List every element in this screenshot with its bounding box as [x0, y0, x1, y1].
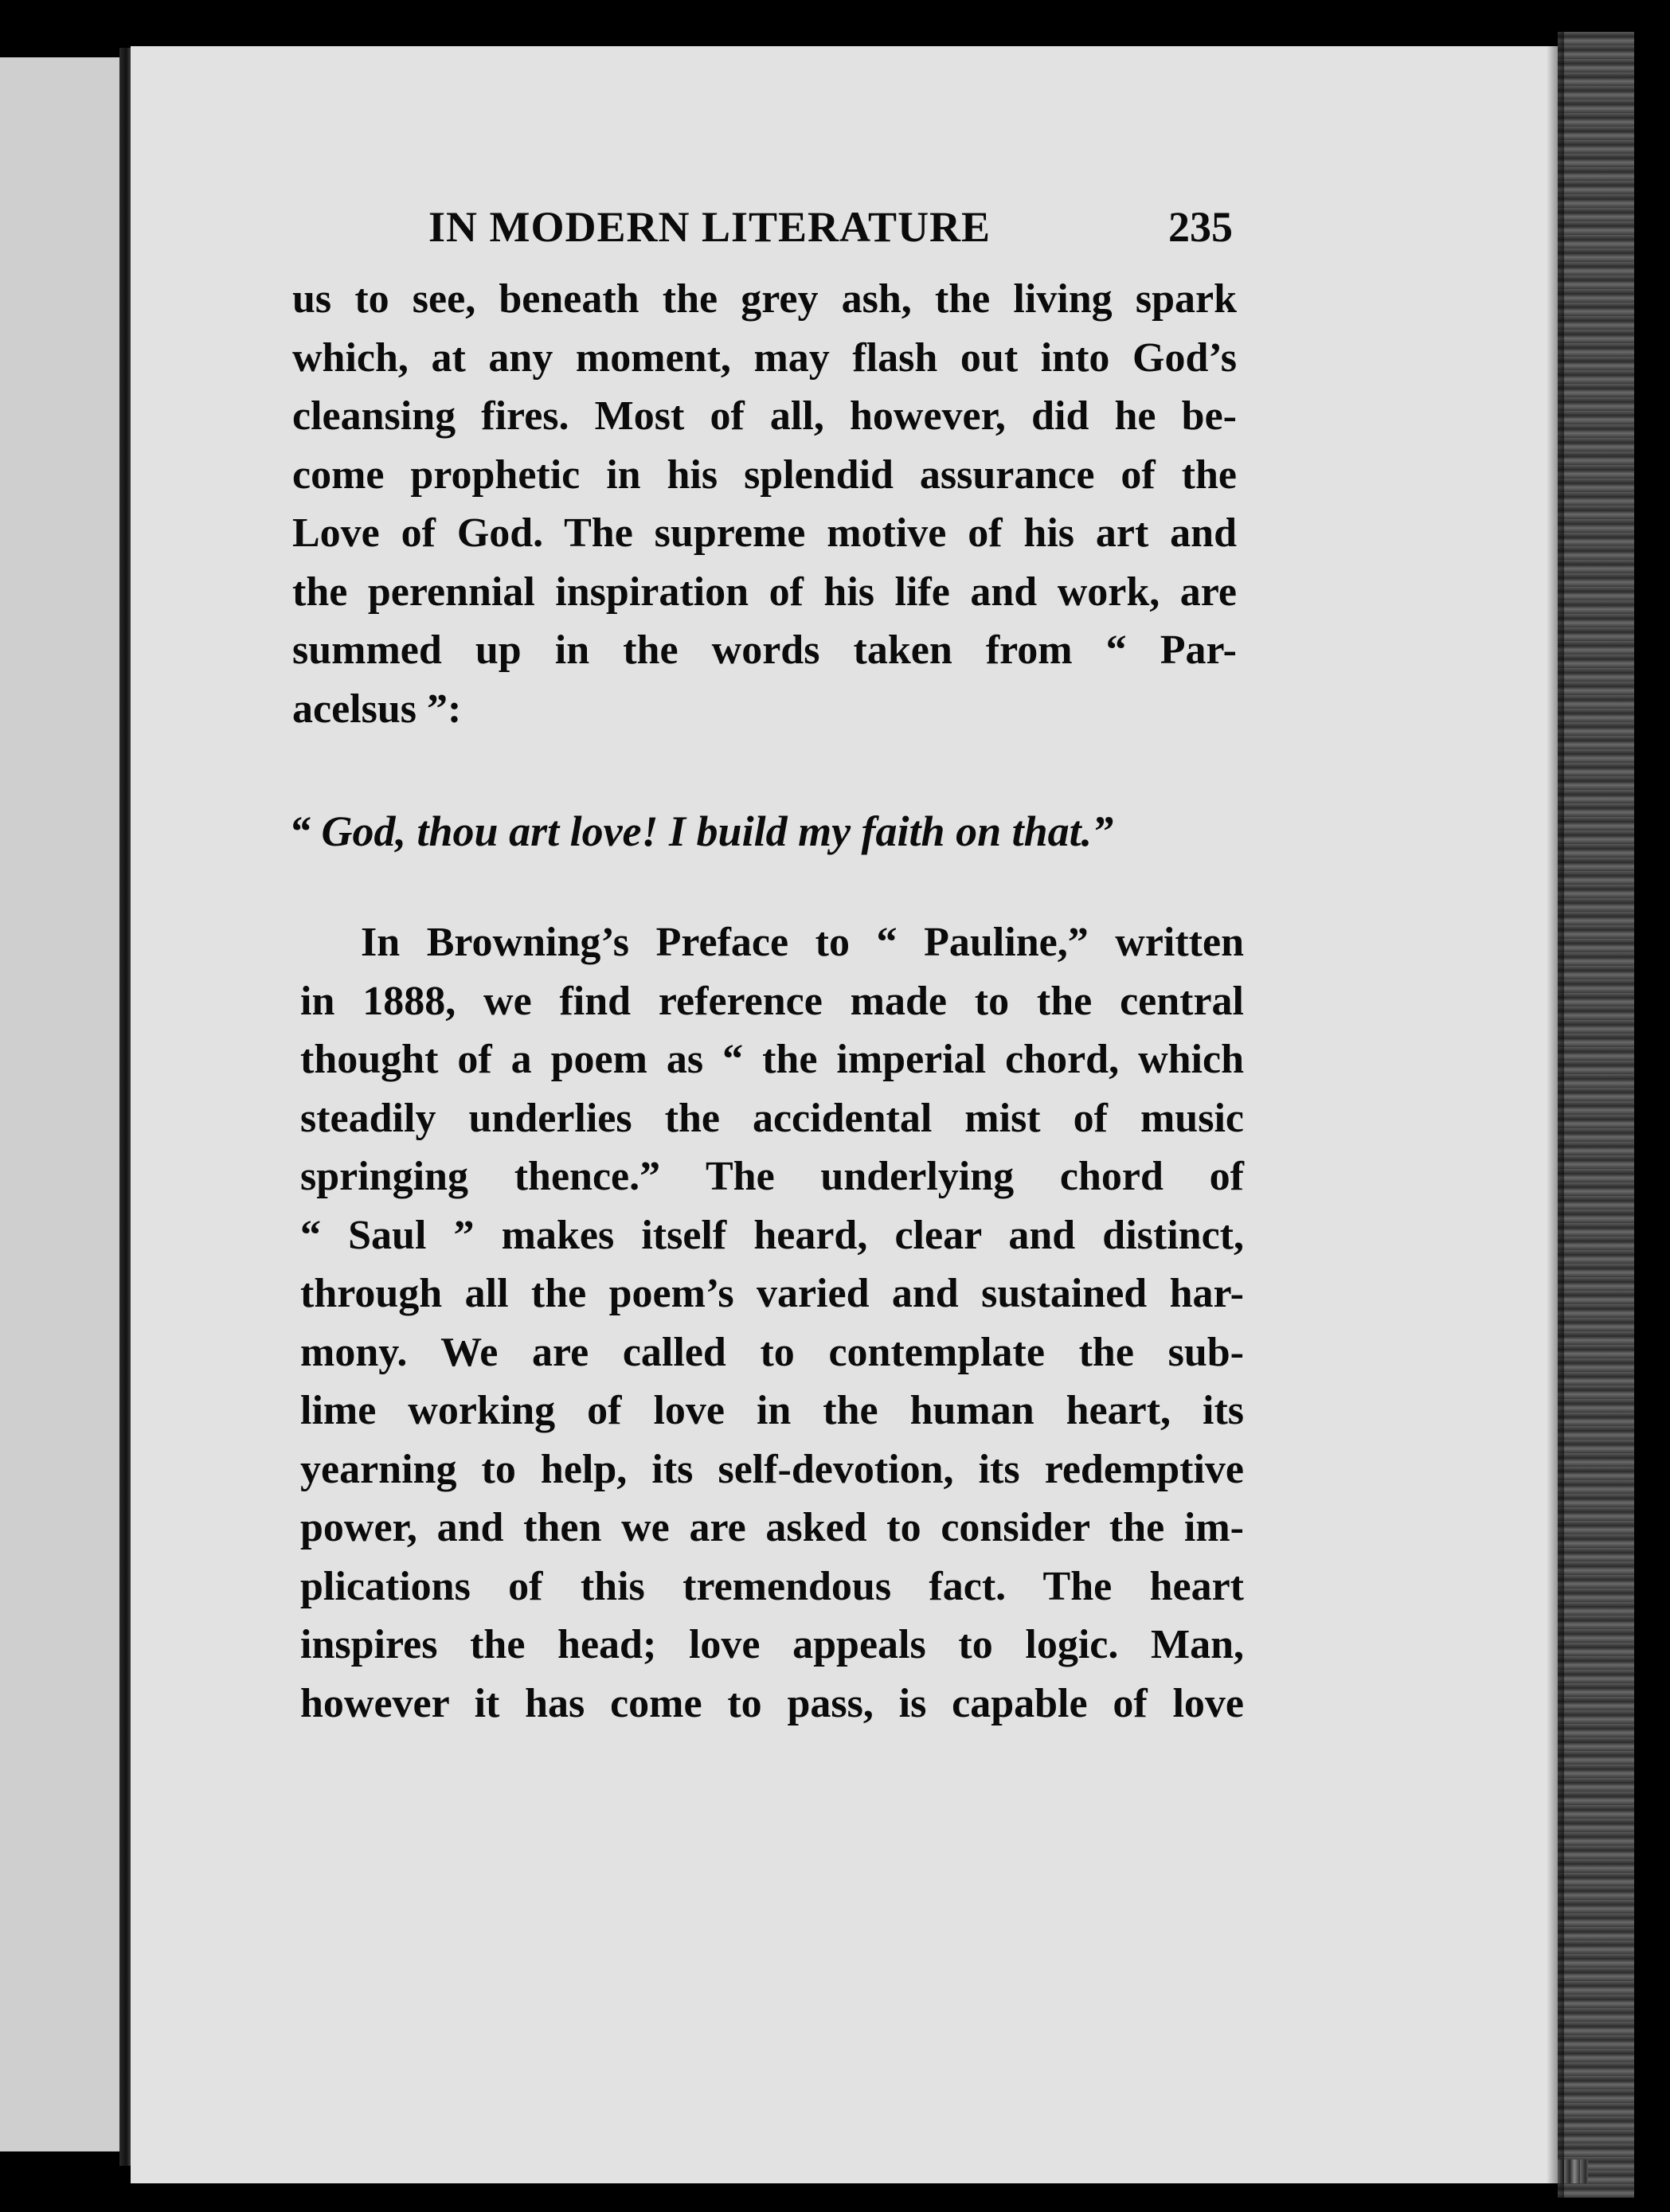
text-line: through all the poem’s varied and sustained har-: [300, 1271, 1244, 1316]
text-line: lime working of love in the human heart, its: [300, 1388, 1244, 1433]
text-line: in 1888, we find reference made to the central: [300, 978, 1244, 1024]
text-line: the perennial inspiration of his life and work, are: [292, 569, 1237, 615]
text-line: In Browning’s Preface to “ Pauline,” written: [361, 920, 1244, 965]
text-line: cleansing fires. Most of all, however, did he be-: [292, 393, 1237, 439]
text-line: Love of God. The supreme motive of his art and: [292, 510, 1237, 556]
previous-page-edge: [0, 57, 119, 2151]
text-line: power, and then we are asked to consider the im-: [300, 1505, 1244, 1550]
page-edge-shadow: [1547, 32, 1564, 2198]
text-line: steadily underlies the accidental mist of music: [300, 1095, 1244, 1141]
text-line: come prophetic in his splendid assurance of the: [292, 451, 1237, 498]
text-line: mony. We are called to contemplate the sub-: [300, 1329, 1244, 1375]
text-line: springing thence.” The underlying chord of: [300, 1154, 1244, 1199]
text-line: thought of a poem as “ the imperial chord, which: [300, 1037, 1244, 1082]
text-line: however it has come to pass, is capable of love: [300, 1680, 1244, 1726]
page-number: 235: [1168, 203, 1233, 251]
page-gutter-line: [119, 48, 131, 2166]
text-line: summed up in the words taken from “ Par-: [292, 627, 1237, 673]
block-quote: “ God, thou art love! I build my faith on that.”: [289, 807, 1114, 855]
paragraph-2: [300, 913, 1244, 1733]
text-line: acelsus ”:: [292, 686, 462, 732]
paragraph-1: [292, 270, 1237, 738]
book-binding-edge: [1558, 32, 1634, 2198]
text-line: yearning to help, its self-devotion, its redemptive: [300, 1446, 1244, 1492]
text-line: inspires the head; love appeals to logic. Man,: [300, 1622, 1244, 1667]
text-line: us to see, beneath the grey ash, the living spark: [292, 276, 1237, 322]
running-head: IN MODERN LITERATURE: [428, 203, 991, 251]
text-line: “ Saul ” makes itself heard, clear and distinct,: [300, 1212, 1244, 1258]
text-line: which, at any moment, may flash out into God’s: [292, 334, 1237, 381]
text-line: plications of this tremendous fact. The heart: [300, 1563, 1244, 1609]
